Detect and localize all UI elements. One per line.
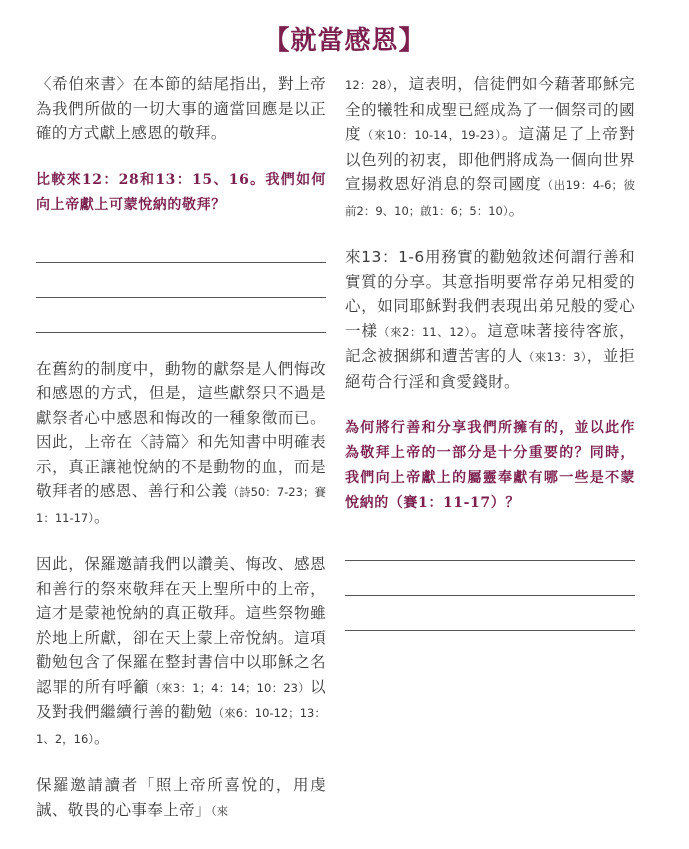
good-works-paragraph: [345, 245, 635, 394]
answer-line[interactable]: [36, 232, 326, 263]
scripture-reference: 12：28）: [345, 78, 393, 92]
scripture-reference: （來3：1；4：14；10：23）: [149, 680, 311, 695]
scripture-reference: （來13：3）: [522, 350, 587, 364]
paragraph-text: 保羅邀請讀者「照上帝所喜悅的，用虔誠、敬畏的心事奉上帝」: [36, 776, 326, 819]
answer-line[interactable]: [36, 263, 326, 298]
paragraph-text: 。: [508, 200, 525, 219]
paragraph-text: 。這意味著接待客旅，記念被捆綁和遭苦害的人: [345, 321, 635, 365]
answer-line[interactable]: [36, 298, 326, 333]
old-covenant-paragraph: [36, 357, 326, 531]
page-title: 【就當感恩】: [263, 26, 426, 56]
answer-lines-2: [345, 530, 635, 631]
discussion-question-2: 為何將行善和分享我們所擁有的，並以此作為敬拜上帝的一部分是十分重要的？同時，我們向上帝獻上的屬靈奉獻有哪一些是不蒙悅納的（賽1：11-17）？: [345, 420, 635, 511]
intro-paragraph: [36, 72, 326, 146]
answer-line[interactable]: [345, 530, 635, 561]
scripture-reference: （來2：11、12）: [377, 324, 471, 339]
scripture-reference: （來10：10-14，19-23）: [361, 128, 502, 142]
paragraph-text: ，這表明，信徒們如今藉著耶穌完全的犧牲和成聖已經成為了一個祭司的國度: [345, 75, 635, 143]
answer-line[interactable]: [345, 561, 635, 596]
priesthood-paragraph: [345, 72, 635, 223]
paragraph-text: 以及對我們繼續行善的勸勉: [36, 677, 326, 721]
paul-invitation-paragraph: [36, 552, 326, 751]
answer-lines-1: [36, 232, 326, 333]
discussion-question-1: 比較來12：28和13：15、16。我們如何向上帝獻上可蒙悅納的敬拜？: [36, 171, 326, 213]
paragraph-text: 。: [94, 728, 110, 747]
paragraph-text: 在舊約的制度中，動物的獻祭是人們悔改和感恩的方式，但是，這些獻祭只不過是獻祭者心中感恩和悔改的一種象徵而已。因此，上帝在〈詩篇〉和先知書中明確表示，真正讓祂悅納的不是動物的血，而是敬拜者的感恩、善行和公義: [36, 359, 326, 500]
paragraph-text: 。這滿足了上帝對以色列的初衷，即他們將成為一個向世界宣揚救恩好消息的祭司國度: [345, 125, 636, 193]
scripture-reference: （來6：10-12；13：1、2，16）: [36, 706, 326, 746]
worship-paragraph-start: [36, 773, 326, 823]
paragraph-text: 。: [93, 507, 110, 526]
paragraph-text: 來13：1-6用務實的勸勉敘述何謂行善和實質的分享。其意指明要常存弟兄相愛的心，如同耶穌對我們表現出弟兄般的愛心一樣: [345, 248, 635, 340]
scripture-reference: （出19：4-6；彼前2：9、10；啟1：6；5：10）: [345, 178, 635, 218]
left-column: [36, 72, 326, 845]
paragraph-text: ，並拒絕苟合行淫和貪愛錢財。: [345, 347, 635, 391]
right-column: [345, 72, 635, 655]
scripture-reference: （詩50：7-23；賽1：11-17）: [36, 485, 326, 525]
paragraph-text: 因此，保羅邀請我們以讚美、悔改、感恩和善行的祭來敬拜在天上聖所中的上帝，這才是蒙祂悅納的真正敬拜。這些祭物雖於地上所獻，卻在天上蒙上帝悅納。這項勸勉包含了保羅在整封書信中以耶穌之名認罪的所有呼籲: [36, 555, 326, 696]
intro-text: 〈希伯來書〉在本節的結尾指出，對上帝為我們所做的一切大事的適當回應是以正確的方式獻上感恩的敬拜。: [36, 75, 326, 142]
scripture-reference: （來: [210, 803, 229, 818]
answer-line[interactable]: [345, 596, 635, 631]
